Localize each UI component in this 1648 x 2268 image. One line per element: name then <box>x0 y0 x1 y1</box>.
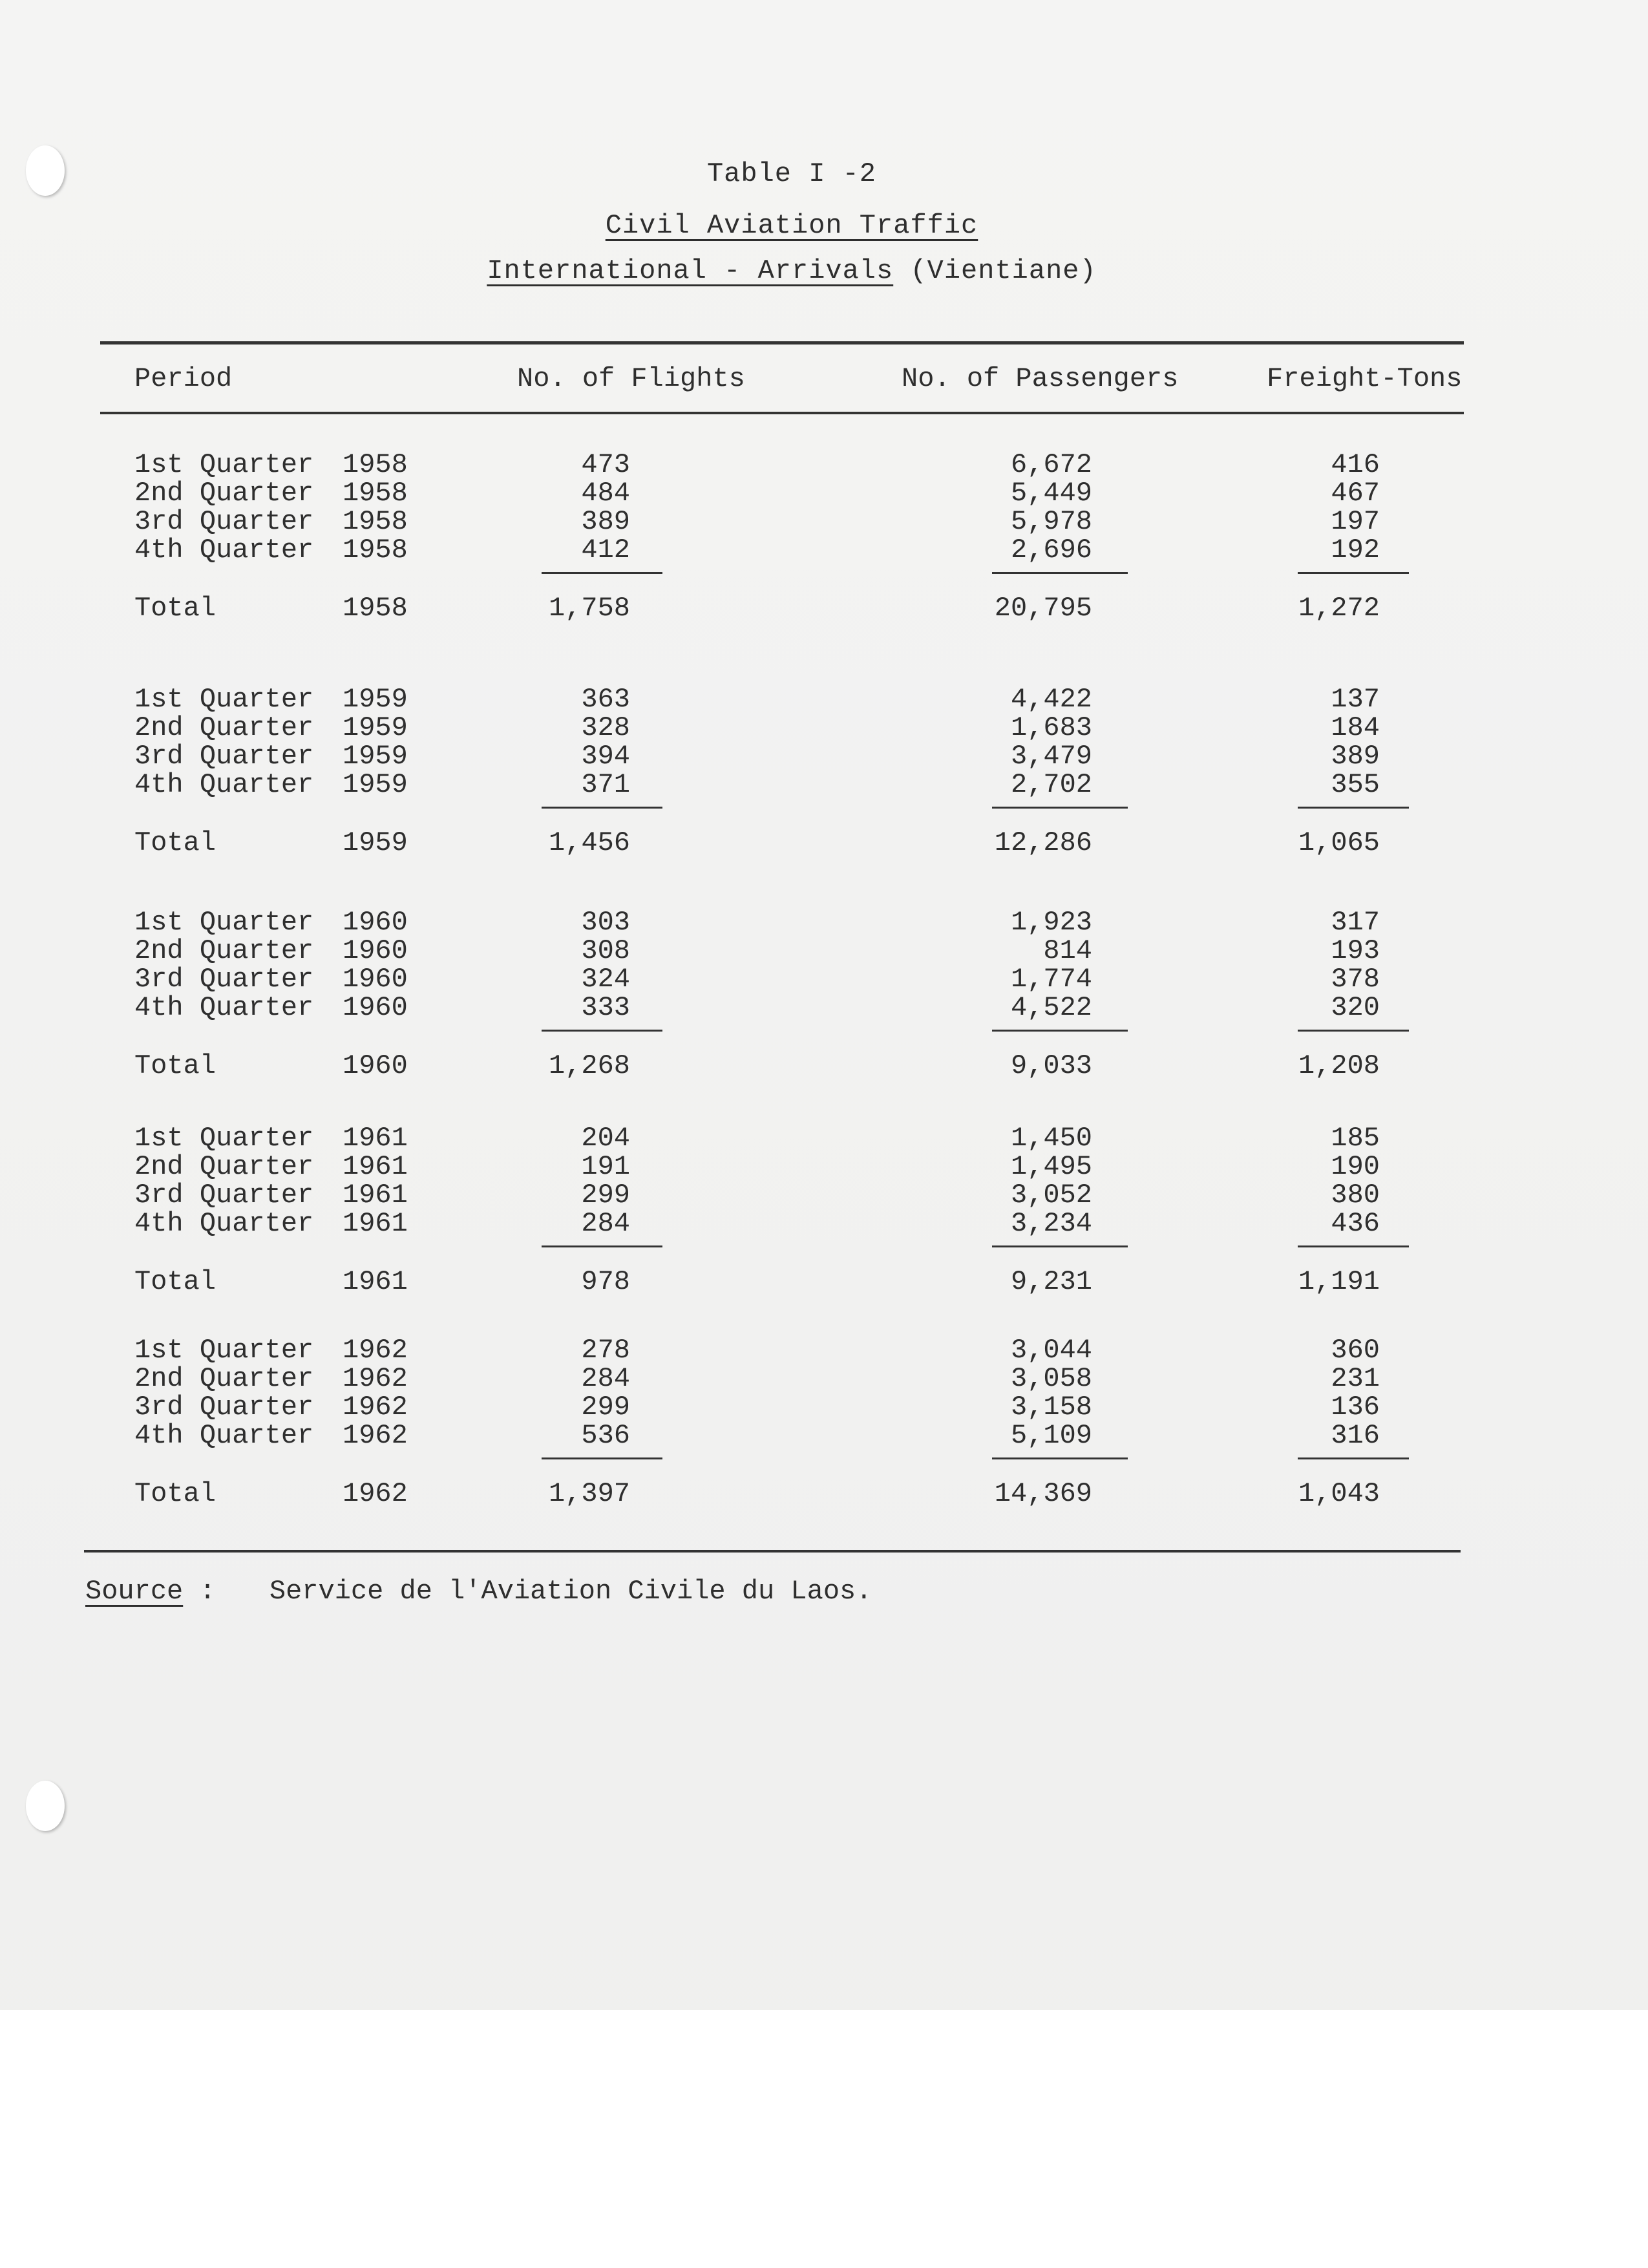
row-freight: 192 <box>1331 535 1380 566</box>
total-label: Total <box>134 1478 217 1509</box>
subtotal-rule-freight <box>1298 1245 1409 1247</box>
row-year: 1959 <box>343 712 408 743</box>
total-freight: 1,043 <box>1298 1478 1380 1509</box>
total-year: 1961 <box>343 1266 408 1297</box>
row-flights: 324 <box>581 964 630 995</box>
row-freight: 389 <box>1331 741 1380 772</box>
row-year: 1961 <box>343 1151 408 1182</box>
row-quarter-label: 3rd Quarter <box>134 741 314 772</box>
total-label: Total <box>134 827 217 858</box>
row-passengers: 814 <box>1043 935 1092 966</box>
row-passengers: 3,158 <box>1010 1392 1092 1423</box>
source-separator: : <box>199 1576 216 1607</box>
row-passengers: 4,522 <box>1010 992 1092 1023</box>
row-quarter-label: 4th Quarter <box>134 1208 314 1239</box>
row-passengers: 3,058 <box>1010 1363 1092 1394</box>
row-flights: 536 <box>581 1420 630 1451</box>
row-freight: 436 <box>1331 1208 1380 1239</box>
table-subtitle: International - Arrivals (Vientiane) <box>487 255 1097 286</box>
row-quarter-label: 1st Quarter <box>134 907 314 938</box>
row-flights: 299 <box>581 1392 630 1423</box>
row-freight: 378 <box>1331 964 1380 995</box>
row-year: 1960 <box>343 935 408 966</box>
total-passengers: 9,033 <box>1010 1050 1092 1081</box>
row-year: 1960 <box>343 964 408 995</box>
row-freight: 320 <box>1331 992 1380 1023</box>
total-flights: 1,758 <box>548 593 630 624</box>
source-label: Source <box>85 1576 184 1607</box>
row-flights: 303 <box>581 907 630 938</box>
row-quarter-label: 3rd Quarter <box>134 1392 314 1423</box>
row-flights: 278 <box>581 1335 630 1366</box>
total-freight: 1,272 <box>1298 593 1380 624</box>
punch-hole-bottom <box>26 1781 65 1831</box>
row-freight: 197 <box>1331 506 1380 537</box>
row-quarter-label: 1st Quarter <box>134 449 314 480</box>
row-freight: 360 <box>1331 1335 1380 1366</box>
row-passengers: 1,774 <box>1010 964 1092 995</box>
total-label: Total <box>134 593 217 624</box>
row-freight: 231 <box>1331 1363 1380 1394</box>
row-year: 1959 <box>343 684 408 715</box>
row-freight: 416 <box>1331 449 1380 480</box>
row-flights: 333 <box>581 992 630 1023</box>
column-header-period: Period <box>134 363 233 394</box>
column-header-passengers: No. of Passengers <box>902 363 1179 394</box>
row-quarter-label: 2nd Quarter <box>134 712 314 743</box>
total-freight: 1,065 <box>1298 827 1380 858</box>
total-passengers: 9,231 <box>1010 1266 1092 1297</box>
row-passengers: 1,495 <box>1010 1151 1092 1182</box>
subtotal-rule-flights <box>542 1245 662 1247</box>
row-quarter-label: 1st Quarter <box>134 1123 314 1154</box>
total-passengers: 12,286 <box>994 827 1092 858</box>
total-year: 1960 <box>343 1050 408 1081</box>
subtotal-rule-passengers <box>992 1030 1128 1032</box>
row-year: 1958 <box>343 535 408 566</box>
row-quarter-label: 3rd Quarter <box>134 964 314 995</box>
row-flights: 328 <box>581 712 630 743</box>
subtotal-rule-flights <box>542 807 662 809</box>
row-passengers: 4,422 <box>1010 684 1092 715</box>
row-flights: 389 <box>581 506 630 537</box>
header-rule <box>100 412 1464 414</box>
row-passengers: 3,052 <box>1010 1180 1092 1211</box>
row-passengers: 1,450 <box>1010 1123 1092 1154</box>
row-year: 1961 <box>343 1208 408 1239</box>
row-passengers: 2,696 <box>1010 535 1092 566</box>
row-flights: 394 <box>581 741 630 772</box>
total-flights: 1,456 <box>548 827 630 858</box>
row-passengers: 1,923 <box>1010 907 1092 938</box>
source-text: Service de l'Aviation Civile du Laos. <box>269 1576 872 1607</box>
row-passengers: 3,234 <box>1010 1208 1092 1239</box>
total-year: 1959 <box>343 827 408 858</box>
total-year: 1962 <box>343 1478 408 1509</box>
row-passengers: 5,978 <box>1010 506 1092 537</box>
row-passengers: 3,044 <box>1010 1335 1092 1366</box>
subtotal-rule-passengers <box>992 1457 1128 1459</box>
row-passengers: 5,109 <box>1010 1420 1092 1451</box>
row-freight: 184 <box>1331 712 1380 743</box>
page-bottom-margin <box>0 2010 1648 2268</box>
total-passengers: 20,795 <box>994 593 1092 624</box>
row-quarter-label: 4th Quarter <box>134 1420 314 1451</box>
row-year: 1959 <box>343 741 408 772</box>
row-flights: 284 <box>581 1208 630 1239</box>
row-flights: 308 <box>581 935 630 966</box>
row-freight: 193 <box>1331 935 1380 966</box>
subtotal-rule-freight <box>1298 807 1409 809</box>
row-year: 1960 <box>343 907 408 938</box>
row-flights: 484 <box>581 478 630 509</box>
row-flights: 299 <box>581 1180 630 1211</box>
top-rule <box>100 341 1464 344</box>
row-freight: 185 <box>1331 1123 1380 1154</box>
row-quarter-label: 1st Quarter <box>134 1335 314 1366</box>
total-passengers: 14,369 <box>994 1478 1092 1509</box>
total-flights: 1,268 <box>548 1050 630 1081</box>
subtotal-rule-freight <box>1298 1457 1409 1459</box>
row-freight: 190 <box>1331 1151 1380 1182</box>
row-flights: 191 <box>581 1151 630 1182</box>
row-freight: 380 <box>1331 1180 1380 1211</box>
row-passengers: 5,449 <box>1010 478 1092 509</box>
row-passengers: 1,683 <box>1010 712 1092 743</box>
row-quarter-label: 2nd Quarter <box>134 1363 314 1394</box>
subtotal-rule-passengers <box>992 1245 1128 1247</box>
row-freight: 317 <box>1331 907 1380 938</box>
row-flights: 204 <box>581 1123 630 1154</box>
row-flights: 412 <box>581 535 630 566</box>
row-freight: 136 <box>1331 1392 1380 1423</box>
row-passengers: 3,479 <box>1010 741 1092 772</box>
subtotal-rule-freight <box>1298 1030 1409 1032</box>
subtotal-rule-flights <box>542 1030 662 1032</box>
row-year: 1958 <box>343 478 408 509</box>
row-freight: 467 <box>1331 478 1380 509</box>
row-year: 1962 <box>343 1392 408 1423</box>
total-freight: 1,208 <box>1298 1050 1380 1081</box>
row-flights: 284 <box>581 1363 630 1394</box>
row-quarter-label: 1st Quarter <box>134 684 314 715</box>
row-year: 1962 <box>343 1335 408 1366</box>
subtotal-rule-passengers <box>992 807 1128 809</box>
subtotal-rule-flights <box>542 1457 662 1459</box>
row-freight: 355 <box>1331 769 1380 800</box>
row-quarter-label: 4th Quarter <box>134 535 314 566</box>
row-flights: 371 <box>581 769 630 800</box>
row-quarter-label: 4th Quarter <box>134 769 314 800</box>
subtotal-rule-passengers <box>992 572 1128 574</box>
row-quarter-label: 3rd Quarter <box>134 1180 314 1211</box>
total-label: Total <box>134 1266 217 1297</box>
row-quarter-label: 2nd Quarter <box>134 478 314 509</box>
row-year: 1961 <box>343 1123 408 1154</box>
row-year: 1958 <box>343 449 408 480</box>
row-year: 1961 <box>343 1180 408 1211</box>
table-label: Table I -2 <box>706 158 877 189</box>
subtotal-rule-flights <box>542 572 662 574</box>
row-passengers: 6,672 <box>1010 449 1092 480</box>
row-year: 1958 <box>343 506 408 537</box>
total-flights: 978 <box>581 1266 630 1297</box>
row-quarter-label: 4th Quarter <box>134 992 314 1023</box>
row-passengers: 2,702 <box>1010 769 1092 800</box>
total-label: Total <box>134 1050 217 1081</box>
column-header-flights: No. of Flights <box>517 363 745 394</box>
row-flights: 363 <box>581 684 630 715</box>
row-quarter-label: 3rd Quarter <box>134 506 314 537</box>
row-freight: 316 <box>1331 1420 1380 1451</box>
row-year: 1959 <box>343 769 408 800</box>
total-year: 1958 <box>343 593 408 624</box>
total-freight: 1,191 <box>1298 1266 1380 1297</box>
source-note <box>85 1576 872 1607</box>
row-year: 1960 <box>343 992 408 1023</box>
subtotal-rule-freight <box>1298 572 1409 574</box>
total-flights: 1,397 <box>548 1478 630 1509</box>
row-year: 1962 <box>343 1363 408 1394</box>
table-title: Civil Aviation Traffic <box>605 210 978 241</box>
row-freight: 137 <box>1331 684 1380 715</box>
bottom-rule <box>84 1550 1461 1553</box>
row-quarter-label: 2nd Quarter <box>134 1151 314 1182</box>
row-year: 1962 <box>343 1420 408 1451</box>
row-flights: 473 <box>581 449 630 480</box>
column-header-freight: Freight-Tons <box>1267 363 1463 394</box>
row-quarter-label: 2nd Quarter <box>134 935 314 966</box>
